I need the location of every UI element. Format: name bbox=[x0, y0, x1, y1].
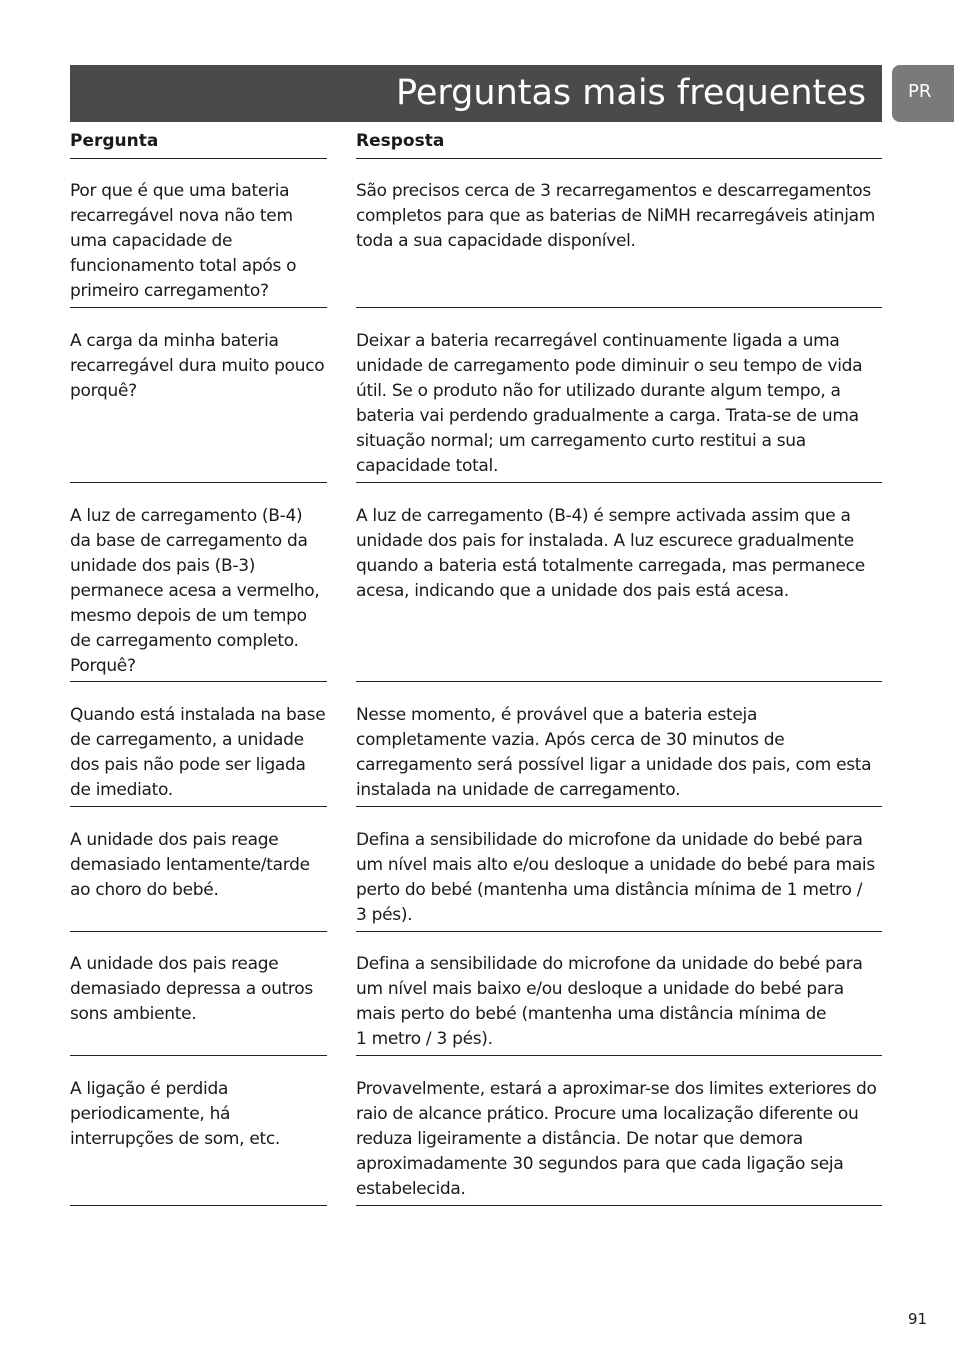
faq-question: A luz de carregamento (B-4) da base de carregamento da unidade dos pais (B-3) permanece acesa a vermelho, mesmo depois de um tempo de carregamento completo. Porquê? bbox=[70, 506, 320, 676]
row-divider bbox=[70, 806, 327, 807]
row-divider bbox=[356, 1055, 882, 1056]
faq-answer: Nesse momento, é provável que a bateria esteja completamente vazia. Após cerca de 30 minutos de carregamento será possível ligar a unidade dos pais, com esta instalada na unidade de carregamento. bbox=[356, 705, 872, 800]
page-title-bar bbox=[70, 65, 882, 122]
row-divider bbox=[356, 482, 882, 483]
page-title: Perguntas mais frequentes bbox=[396, 73, 866, 113]
row-divider bbox=[356, 931, 882, 932]
row-divider bbox=[70, 1205, 327, 1206]
faq-answer: São precisos cerca de 3 recarregamentos e descarregamentos completos para que as baterias de NiMH recarregáveis atinjam toda a sua capacidade disponível. bbox=[356, 181, 876, 251]
faq-answer: Defina a sensibilidade do microfone da unidade do bebé para um nível mais baixo e/ou desloque a unidade do bebé para mais perto do bebé (mantenha uma distância mínima de 1 metro / 3 pés). bbox=[356, 954, 863, 1049]
faq-question: A carga da minha bateria recarregável dura muito pouco porquê? bbox=[70, 331, 325, 401]
faq-question: Quando está instalada na base de carregamento, a unidade dos pais não pode ser ligada de imediato. bbox=[70, 705, 326, 800]
row-divider bbox=[356, 806, 882, 807]
faq-answer: Provavelmente, estará a aproximar-se dos limites exteriores do raio de alcance prático. Procure uma localização diferente ou reduza ligeiramente a distância. De notar que demora aproximadamente 30 segundos para que cada ligação seja estabelecida. bbox=[356, 1079, 877, 1199]
row-divider bbox=[70, 1055, 327, 1056]
answer-column-header: Resposta bbox=[356, 131, 445, 151]
row-divider bbox=[70, 681, 327, 682]
row-divider bbox=[70, 931, 327, 932]
faq-question: A unidade dos pais reage demasiado depressa a outros sons ambiente. bbox=[70, 954, 313, 1024]
header-divider-question bbox=[70, 158, 327, 159]
faq-answer: Defina a sensibilidade do microfone da unidade do bebé para um nível mais alto e/ou desloque a unidade do bebé para mais perto do bebé (mantenha uma distância mínima de 1 metro / 3 pés). bbox=[356, 830, 875, 925]
row-divider bbox=[70, 307, 327, 308]
row-divider bbox=[70, 482, 327, 483]
question-column-header: Pergunta bbox=[70, 131, 159, 151]
faq-question: A unidade dos pais reage demasiado lentamente/tarde ao choro do bebé. bbox=[70, 830, 310, 900]
row-divider bbox=[356, 1205, 882, 1206]
language-tab bbox=[892, 65, 954, 122]
header-divider-answer bbox=[356, 158, 882, 159]
faq-answer: Deixar a bateria recarregável continuamente ligada a uma unidade de carregamento pode diminuir o seu tempo de vida útil. Se o produto não for utilizado durante algum tempo, a bateria vai perdendo gradualmente a carga. Trata-se de uma situação normal; um carregamento curto restitui a sua capacidade total. bbox=[356, 331, 863, 476]
faq-answer: A luz de carregamento (B-4) é sempre activada assim que a unidade dos pais for instalada. A luz escurece gradualmente quando a bateria está totalmente carregada, mas permanece acesa, indicando que a unidade dos pais está acesa. bbox=[356, 506, 865, 601]
row-divider bbox=[356, 307, 882, 308]
faq-question: A ligação é perdida periodicamente, há interrupções de som, etc. bbox=[70, 1079, 280, 1149]
language-tab-label: PR bbox=[908, 81, 932, 102]
faq-question: Por que é que uma bateria recarregável nova não tem uma capacidade de funcionamento total após o primeiro carregamento? bbox=[70, 181, 297, 301]
row-divider bbox=[356, 681, 882, 682]
page-number: 91 bbox=[908, 1310, 928, 1328]
